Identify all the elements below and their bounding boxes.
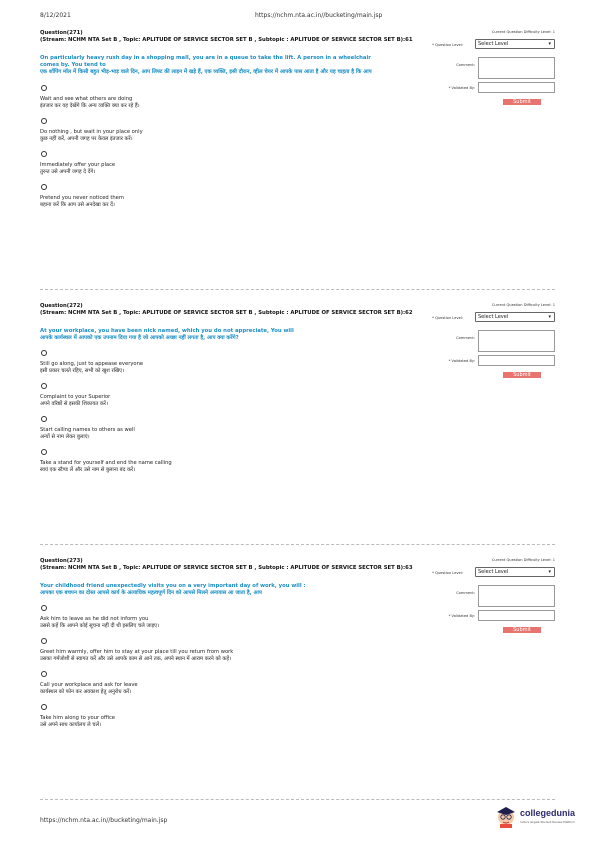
comment-label: Comment: [456,591,475,595]
option-text-english: Pretend you never noticed them [40,194,124,201]
brand-name: collegedunia [520,808,576,818]
option-item [40,416,555,441]
option-item [40,151,555,176]
validated-by-label: * Validated By: [448,614,475,618]
option-text-hindi: इसी प्रकार चलते रहिए, सभी को खुश रखिए। [40,368,124,375]
chevron-down-icon: ▾ [548,314,551,320]
mascot-icon [495,804,517,828]
option-text-hindi: अपने वरिष्ठों से इसकी शिकायत करें। [40,401,108,408]
question-text-english: At your workplace, you have been nick named, which you do not appreciate, You will [40,328,294,334]
option-item [40,671,555,696]
submit-button[interactable]: Submit [503,372,541,378]
option-text-english: Take a stand for yourself and end the name calling [40,460,172,467]
option-radio[interactable] [41,85,47,91]
option-text-english: Start calling names to others as well [40,427,135,434]
validated-by-field[interactable] [478,355,555,366]
review-panel [395,303,555,413]
question-number: Question(273) [40,558,83,564]
question-divider [40,544,555,545]
level-select-value: Select Level [478,569,509,575]
comment-field[interactable] [478,330,555,352]
submit-button[interactable]: Submit [503,627,541,633]
option-radio[interactable] [41,383,47,389]
option-item [40,449,555,474]
question-block [40,558,555,729]
option-text-english: Ask him to leave as he did not inform you [40,616,149,623]
level-select[interactable] [475,567,555,577]
question-text-english: Your childhood friend unexpectedly visits you on a very important day of work, you will : [40,583,306,589]
option-text-english: Greet him warmly, offer him to stay at your place till you return from work [40,649,234,656]
collegedunia-logo [495,802,587,834]
validated-by-field[interactable] [478,82,555,93]
question-text-hindi: एक शॉपिंग मॉल में किसी बहुत भीड़-भाड़ वाले दिन, आप लिफ्ट की लाइन में खड़े हैं, एक व्यक्ति, इसी दौरान, व्हील चेयर में आपके पास आता है और यह चाहता है कि आप [40,69,372,76]
option-radio[interactable] [41,118,47,124]
comment-label: Comment: [456,63,475,67]
validated-by-label: * Validated By: [448,86,475,90]
print-url-footer[interactable]: https://nchm.nta.ac.in//bucketing/main.jsp [40,817,168,824]
chevron-down-icon: ▾ [548,41,551,47]
option-radio[interactable] [41,350,47,356]
option-text-hindi: बहाना करें कि आप उसे अनदेखा कर दें। [40,201,115,208]
level-select-value: Select Level [478,41,509,47]
question-divider [40,289,555,290]
option-radio[interactable] [41,416,47,422]
option-item [40,704,555,729]
level-select[interactable] [475,39,555,49]
option-text-english: Call your workplace and ask for leave [40,682,138,689]
option-text-english: Wait and see what others are doing [40,95,133,102]
chevron-down-icon: ▾ [548,569,551,575]
question-level-label: * Question Level: [432,43,463,47]
print-date: 8/12/2021 [40,12,71,19]
difficulty-level: Current Question Difficulty Level: 1 [491,558,555,562]
option-text-hindi: अन्यों से नाम लेकर बुलाएं। [40,434,90,441]
option-text-hindi: तुरन्त उसे अपनी जगह दे देंगे। [40,168,96,175]
review-panel [395,558,555,668]
option-radio[interactable] [41,151,47,157]
question-number: Question(271) [40,30,83,36]
option-radio[interactable] [41,605,47,611]
validated-by-label: * Validated By: [448,359,475,363]
option-text-english: Complaint to your Superior [40,394,111,401]
validated-by-field[interactable] [478,610,555,621]
comment-field[interactable] [478,585,555,607]
question-block [40,30,555,209]
print-url[interactable]: https://nchm.nta.ac.in//bucketing/main.jsp [255,12,383,19]
submit-button[interactable]: Submit [503,99,541,105]
option-radio[interactable] [41,449,47,455]
comment-label: Comment: [456,336,475,340]
option-text-english: Immediately offer your place [40,161,116,168]
question-text-hindi: आपका एक बचपन का दोस्त आपसे कार्य के अत्याधिक महत्वपूर्ण दिन को आपसे मिलने अनायास आ जाता है, आप [40,590,262,597]
option-radio[interactable] [41,184,47,190]
question-text-hindi: आपके कार्यस्थल में आपको एक उपनाम दिया गया है जो आपको अच्छा नहीं लगता है, आप क्या करेंगे? [40,335,239,342]
question-text-english: On particularly heavy rush day in a shopping mall, you are in a queue to take the lift. A person in a wheelchair comes by. You tend to [40,55,371,69]
option-text-hindi: उसे अपने साथ कार्यालय ले चलें। [40,722,102,729]
option-text-english: Do nothing , but wait in your place only [40,128,143,135]
question-stream: (Stream: NCHM NTA Set B , Topic: APLITUDE OF SERVICE SECTOR SET B , Subtopic : APLITUDE OF SERVICE SECTOR SET B):61 [40,37,413,43]
review-panel [395,30,555,140]
level-select[interactable] [475,312,555,322]
option-text-english: Still go along, just to appease everyone [40,361,144,368]
brand-tagline: India's largest Student Review Platform [520,820,576,824]
question-divider [40,799,555,800]
option-radio[interactable] [41,671,47,677]
option-text-hindi: उसका गर्मजोशी से स्वागत करें और उसे आपके काम से आने तक, अपने स्थान में आराम करने को कहें। [40,656,232,663]
option-text-hindi: कार्यस्थल को फोन कर अवकाश हेतु अनुरोध करें। [40,689,132,696]
question-stream: (Stream: NCHM NTA Set B , Topic: APLITUDE OF SERVICE SECTOR SET B , Subtopic : APLITUDE OF SERVICE SECTOR SET B):62 [40,310,413,316]
option-text-hindi: इंतजार कर यह देखेंगे कि अन्य व्यक्ति क्या कर रहे हैं। [40,102,140,109]
option-text-hindi: कुछ नहीं करें, अपनी जगह पर केवल इंतजार करें। [40,135,133,142]
option-text-hindi: स्वयं एक स्टैण्ड लें और उसे नाम से बुलाना बंद करें। [40,467,136,474]
option-text-english: Take him along to your office [40,715,116,722]
level-select-value: Select Level [478,314,509,320]
question-number: Question(272) [40,303,83,309]
question-stream: (Stream: NCHM NTA Set B , Topic: APLITUDE OF SERVICE SECTOR SET B , Subtopic : APLITUDE OF SERVICE SECTOR SET B):63 [40,565,413,571]
option-radio[interactable] [41,704,47,710]
option-text-hindi: उससे कहें कि आपने कोई सूचना नहीं दी थी इसलिए चले जाइए। [40,623,159,630]
option-item [40,184,555,209]
question-level-label: * Question Level: [432,571,463,575]
difficulty-level: Current Question Difficulty Level: 1 [491,303,555,307]
difficulty-level: Current Question Difficulty Level: 1 [491,30,555,34]
question-level-label: * Question Level: [432,316,463,320]
option-radio[interactable] [41,638,47,644]
comment-field[interactable] [478,57,555,79]
question-block [40,303,555,474]
